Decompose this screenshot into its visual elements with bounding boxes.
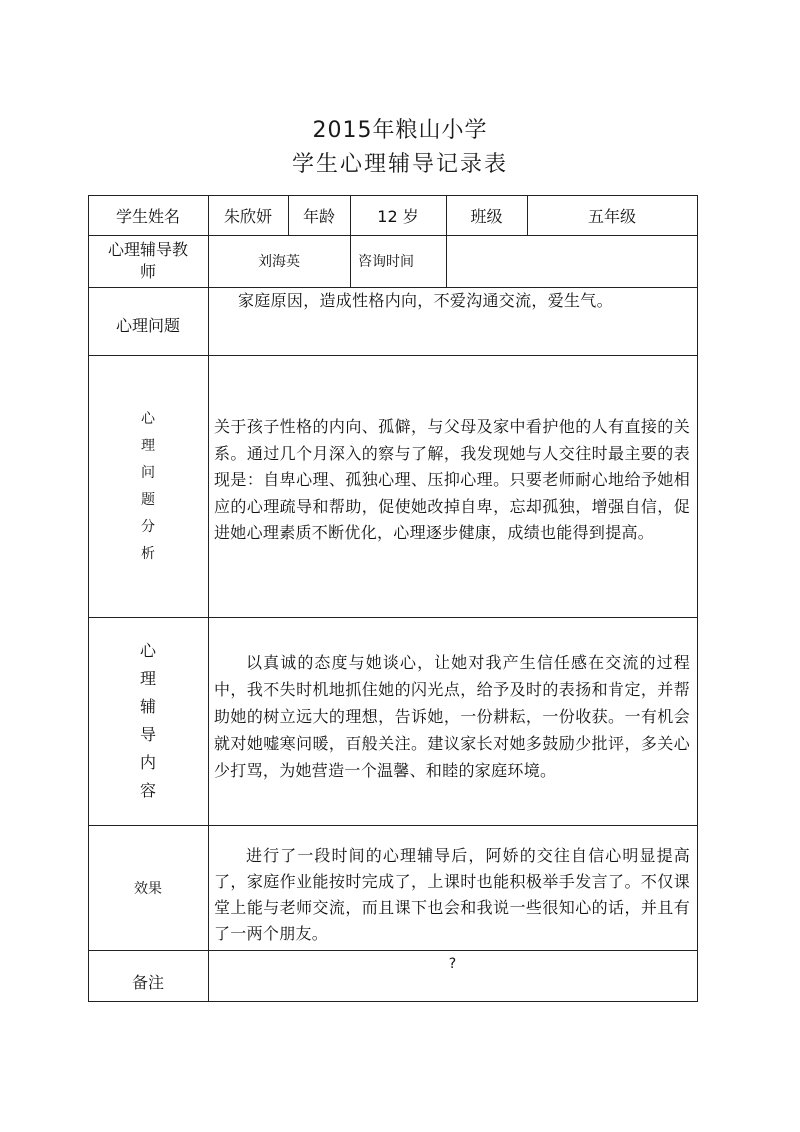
teacher-label: [88, 235, 208, 287]
class-label: 班级: [470, 206, 503, 226]
effect-text: 进行了一段时间的心理辅导后，阿娇的交往自信心明显提高了，家庭作业能按时完成了，上课时也能积极举手发言了。不仅课堂上能与老师交流，而且课下也会和我说一些很知心的话，并且有了一两个朋友。: [214, 846, 690, 943]
analysis-label: [88, 355, 208, 617]
problem-text: 家庭原因，造成性格内向，不爱沟通交流，爱生气。: [238, 291, 613, 310]
guidance-label-char: 导: [139, 725, 156, 744]
teacher-label-line2: 师: [139, 262, 156, 281]
consult-time-label: 咨询时间: [358, 254, 414, 270]
consult-time-value: [446, 235, 697, 287]
age-value: 12 岁: [377, 206, 419, 226]
guidance-label-char: 内: [139, 753, 156, 772]
record-table: [88, 195, 698, 1002]
analysis-label-char: 题: [141, 491, 155, 508]
student-name-value: 朱欣妍: [223, 206, 272, 226]
guidance-label-char: 辅: [139, 697, 156, 716]
analysis-label-char: 析: [141, 545, 155, 562]
teacher-value: 刘海英: [258, 254, 300, 270]
class-value: 五年级: [587, 206, 636, 226]
analysis-text: 关于孩子性格的内向、孤僻，与父母及家中看护他的人有直接的关系。通过几个月深入的察与了解，我发现她与人交往时最主要的表现是：自卑心理、孤独心理、压抑心理。只要老师耐心地给予她相应的心理疏导和帮助，促使她改掉自卑，忘却孤独，增强自信，促进她心理素质不断优化，心理逐步健康，成绩也能得到提高。: [214, 417, 690, 542]
guidance-text: 以真诚的态度与她谈心，让她对我产生信任感在交流的过程中，我不失时机地抓住她的闪光点，给予及时的表扬和肯定，并帮助她的树立远大的理想，告诉她，一份耕耘，一份收获。一有机会就对她嘘寒问暖，百般关注。建议家长对她多鼓励少批评，多关心少打骂，为她营造一个温馨、和睦的家庭环境。: [214, 653, 690, 780]
effect-label: 效果: [134, 880, 162, 897]
analysis-label-char: 问: [141, 464, 155, 481]
guidance-label: [88, 617, 208, 825]
problem-label: 心理问题: [115, 315, 180, 335]
analysis-label-char: 心: [141, 410, 155, 427]
guidance-label-char: 心: [139, 641, 156, 660]
guidance-label-char: 理: [139, 669, 156, 688]
teacher-label-line1: 心理辅导教: [107, 240, 188, 259]
document-title: 2015年粮山小学: [312, 118, 488, 143]
age-label: 年龄: [302, 206, 335, 226]
analysis-label-char: 分: [141, 518, 155, 535]
remarks-label: 备注: [131, 973, 164, 992]
document-subtitle: 学生心理辅导记录表: [291, 152, 508, 177]
remarks-value: ?: [448, 956, 457, 972]
analysis-label-char: 理: [141, 437, 155, 454]
student-name-label: 学生姓名: [115, 206, 180, 226]
guidance-label-char: 容: [139, 781, 156, 800]
